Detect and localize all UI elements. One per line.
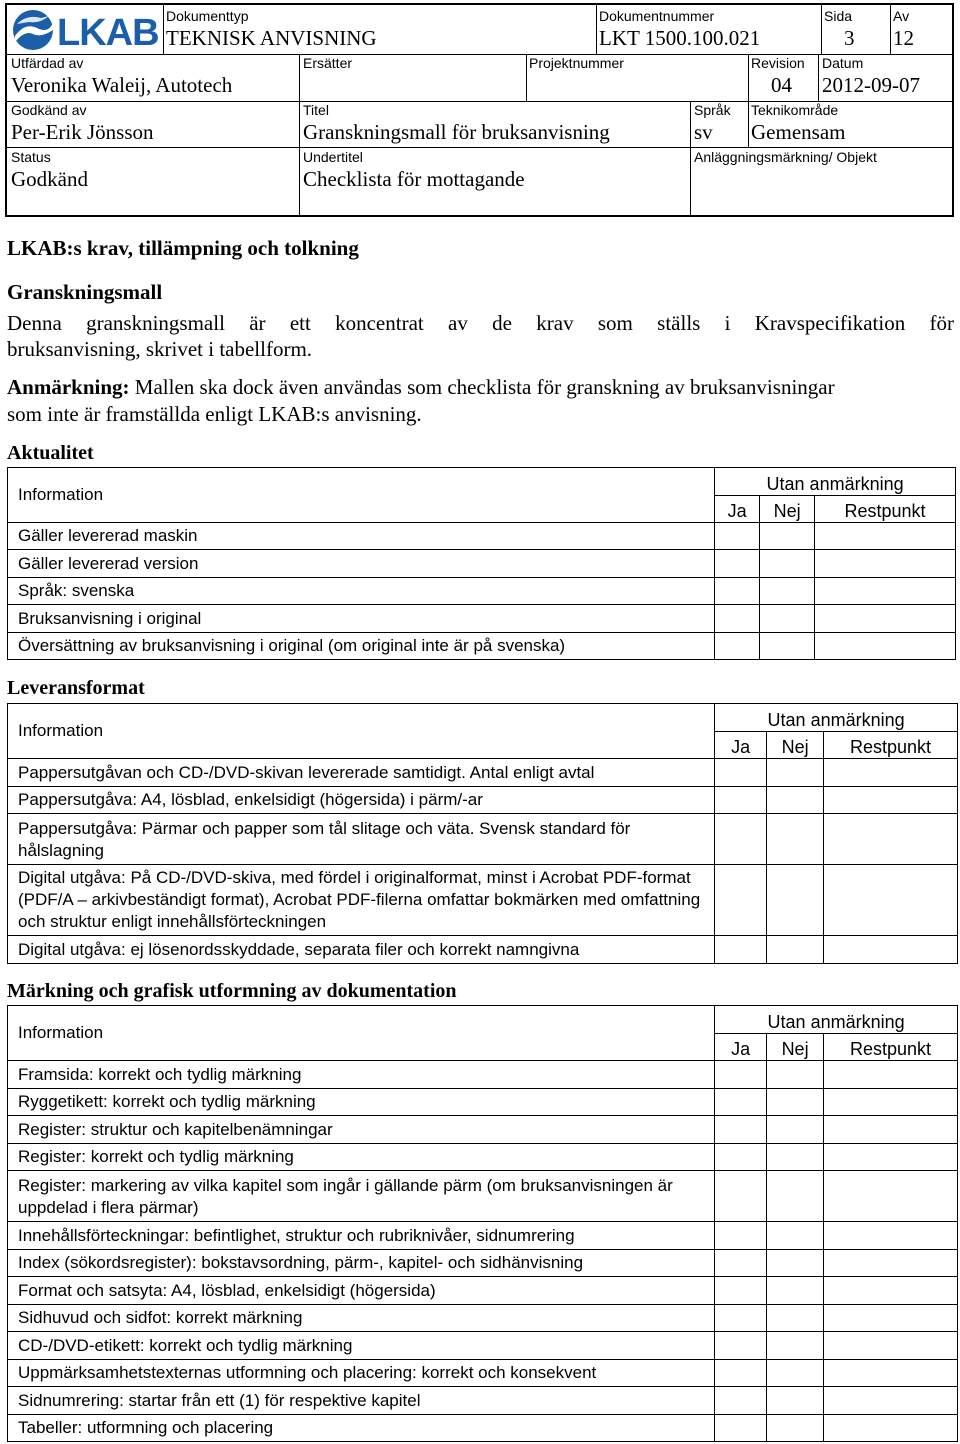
restpunkt-cell[interactable] [815,605,956,633]
restpunkt-cell[interactable] [824,1387,958,1415]
intro-line-1: Denna granskningsmall är ett koncentrat av de krav som ställs i Kravspecifikation för [7,311,954,335]
checklist-item-text: Översättning av bruksanvisning i original (om original inte är på svenska) [8,633,715,660]
checkbox-ja-cell[interactable] [715,1332,767,1360]
replaces-label: Ersätter [303,55,353,71]
checkbox-nej-cell[interactable] [767,1277,824,1305]
table-row [8,1387,958,1415]
restpunkt-cell[interactable] [824,1089,958,1116]
checkbox-nej-cell[interactable] [767,1332,824,1360]
table-row [8,787,958,814]
checkbox-nej-cell[interactable] [767,1171,824,1222]
utan-anmarkning-header: Utan anmärkning [715,468,956,496]
table-title-leveransformat: Leveransformat [7,677,145,699]
restpunkt-cell[interactable] [824,1415,958,1442]
table-row [8,1250,958,1277]
table-row [8,865,958,936]
checkbox-nej-cell[interactable] [760,605,815,633]
utan-anmarkning-header: Utan anmärkning [715,704,958,732]
ja-header: Ja [715,1034,767,1061]
restpunkt-cell[interactable] [815,523,956,550]
doctype-value: TEKNISK ANVISNING [166,26,377,50]
checkbox-nej-cell[interactable] [767,1360,824,1387]
restpunkt-cell[interactable] [824,1250,958,1277]
checklist-item-text: Gäller levererad version [8,550,715,578]
checklist-item-text: Register: struktur och kapitelbenämningar [8,1116,715,1144]
document-header [5,3,954,217]
checklist-item-text: CD-/DVD-etikett: korrekt och tydlig märkning [8,1332,715,1360]
checkbox-ja-cell[interactable] [715,605,760,633]
checklist-item-text: Pappersutgåva: A4, lösblad, enkelsidigt (högersida) i pärm/-ar [8,787,715,814]
restpunkt-cell[interactable] [824,1061,958,1089]
checkbox-nej-cell[interactable] [767,1061,824,1089]
checkbox-nej-cell[interactable] [767,1387,824,1415]
checkbox-ja-cell[interactable] [715,578,760,605]
checkbox-nej-cell[interactable] [767,936,824,964]
note-label: Anmärkning: [7,375,130,399]
checkbox-ja-cell[interactable] [715,1089,767,1116]
nej-header: Nej [767,1034,824,1061]
restpunkt-cell[interactable] [824,1332,958,1360]
nej-header: Nej [767,732,824,759]
table-row [8,1305,958,1332]
utan-anmarkning-header: Utan anmärkning [715,1006,958,1034]
table-row [8,936,958,964]
checkbox-ja-cell[interactable] [715,787,767,814]
checklist-item-text: Digital utgåva: ej lösenordsskyddade, separata filer och korrekt namngivna [8,936,715,964]
checklist-leveransformat [7,703,958,964]
table-row [8,633,956,660]
checklist-item-text: Framsida: korrekt och tydlig märkning [8,1061,715,1089]
restpunkt-cell[interactable] [824,1222,958,1250]
revision-value: 04 [771,73,792,97]
restpunkt-cell[interactable] [815,633,956,660]
checkbox-nej-cell[interactable] [767,1250,824,1277]
restpunkt-cell[interactable] [824,1305,958,1332]
checkbox-nej-cell[interactable] [767,787,824,814]
docnum-label: Dokumentnummer [599,8,715,24]
checklist-item-text: Digital utgåva: På CD-/DVD-skiva, med fördel i originalformat, minst i Acrobat PDF-format (PDF/A – arkivbeständigt format), Acrobat PDF-filerna omfattar bokmärken med omfattning och struktur enligt innehållsförteckningen [8,865,715,936]
checklist-item-text: Index (sökordsregister): bokstavsordning, pärm-, kapitel- och sidhänvisning [8,1250,715,1277]
checkbox-nej-cell[interactable] [767,1116,824,1144]
checkbox-ja-cell[interactable] [715,1144,767,1171]
restpunkt-cell[interactable] [824,814,958,865]
lang-value: sv [694,120,713,144]
docnum-value: LKT 1500.100.021 [599,26,761,50]
intro-line-2: bruksanvisning, skrivet i tabellform. [7,337,313,361]
checkbox-ja-cell[interactable] [715,1222,767,1250]
issued-label: Utfärdad av [11,55,84,71]
table-row [8,1277,958,1305]
checklist-item-text: Pappersutgåvan och CD-/DVD-skivan levererade samtidigt. Antal enligt avtal [8,759,715,787]
logo-text: LKAB [57,12,159,52]
checkbox-ja-cell[interactable] [715,1360,767,1387]
project-label: Projektnummer [529,55,624,71]
page-heading: LKAB:s krav, tillämpning och tolkning [7,236,359,260]
checklist-item-text: Sidhuvud och sidfot: korrekt märkning [8,1305,715,1332]
table-row [8,1144,958,1171]
restpunkt-header: Restpunkt [815,496,956,523]
ja-header: Ja [715,496,760,523]
restpunkt-cell[interactable] [815,578,956,605]
table-row [8,523,956,550]
table-row [8,605,956,633]
approved-value: Per-Erik Jönsson [11,120,154,144]
title-label: Titel [303,102,329,118]
table-row [8,550,956,578]
note-line-1: Mallen ska dock även användas som checklista för granskning av bruksanvisningar [129,375,835,399]
restpunkt-cell[interactable] [824,1277,958,1305]
checklist-item-text: Ryggetikett: korrekt och tydlig märkning [8,1089,715,1116]
checkbox-nej-cell[interactable] [767,1144,824,1171]
checkbox-ja-cell[interactable] [715,633,760,660]
status-label: Status [11,149,51,165]
doctype-label: Dokumenttyp [166,8,249,24]
checklist-item-text: Format och satsyta: A4, lösblad, enkelsidigt (högersida) [8,1277,715,1305]
checkbox-nej-cell[interactable] [760,550,815,578]
checklist-item-text: Tabeller: utformning och placering [8,1415,715,1442]
table-row [8,1089,958,1116]
table-title-aktualitet: Aktualitet [7,442,94,464]
table-row [8,1061,958,1089]
date-label: Datum [822,55,864,71]
checkbox-nej-cell[interactable] [760,523,815,550]
info-header: Information [8,704,715,759]
restpunkt-cell[interactable] [824,759,958,787]
checkbox-nej-cell[interactable] [767,814,824,865]
checkbox-ja-cell[interactable] [715,865,767,936]
subtitle-label: Undertitel [303,149,363,165]
note-paragraph [7,374,954,400]
restpunkt-cell[interactable] [824,936,958,964]
table-row [8,578,956,605]
of-value: 12 [893,26,914,50]
checkbox-nej-cell[interactable] [767,1222,824,1250]
info-header: Information [8,468,715,523]
table-row [8,1171,958,1222]
checklist-item-text: Pappersutgåva: Pärmar och papper som tål slitage och väta. Svensk standard för hålslagning [8,814,715,865]
checkbox-ja-cell[interactable] [715,759,767,787]
checkbox-nej-cell[interactable] [767,1305,824,1332]
table-title-markning: Märkning och grafisk utformning av dokumentation [7,980,457,1002]
checkbox-ja-cell[interactable] [715,1116,767,1144]
checklist-item-text: Register: korrekt och tydlig märkning [8,1144,715,1171]
checkbox-ja-cell[interactable] [715,523,760,550]
info-header: Information [8,1006,715,1061]
restpunkt-cell[interactable] [824,1144,958,1171]
lkab-logo [11,8,161,52]
checkbox-ja-cell[interactable] [715,1277,767,1305]
approved-label: Godkänd av [11,102,87,118]
table-row [8,1222,958,1250]
status-value: Godkänd [11,167,88,191]
checklist-markning [7,1005,958,1442]
table-row [8,759,958,787]
nej-header: Nej [760,496,815,523]
table-row [8,1116,958,1144]
page-label: Sida [824,8,853,24]
subtitle-value: Checklista för mottagande [303,167,525,191]
checkbox-nej-cell[interactable] [760,633,815,660]
restpunkt-cell[interactable] [824,1171,958,1222]
checklist-aktualitet [7,467,956,660]
checkbox-nej-cell[interactable] [760,578,815,605]
restpunkt-header: Restpunkt [824,732,958,759]
checkbox-ja-cell[interactable] [715,814,767,865]
page-value: 3 [844,26,855,50]
checkbox-nej-cell[interactable] [767,1415,824,1442]
lang-label: Språk [694,102,731,118]
plant-label: Anläggningsmärkning/ Objekt [694,149,877,165]
restpunkt-header: Restpunkt [824,1034,958,1061]
checkbox-ja-cell[interactable] [715,1415,767,1442]
restpunkt-cell[interactable] [824,787,958,814]
issued-value: Veronika Waleij, Autotech [11,73,233,97]
checkbox-ja-cell[interactable] [715,936,767,964]
table-row [8,1415,958,1442]
checkbox-nej-cell[interactable] [767,865,824,936]
table-row [8,1332,958,1360]
checklist-item-text: Bruksanvisning i original [8,605,715,633]
title-value: Granskningsmall för bruksanvisning [303,120,610,144]
checkbox-ja-cell[interactable] [715,550,760,578]
checklist-item-text: Innehållsförteckningar: befintlighet, struktur och rubriknivåer, sidnumrering [8,1222,715,1250]
checkbox-nej-cell[interactable] [767,759,824,787]
revision-label: Revision [751,55,805,71]
table-row [8,1360,958,1387]
tech-label: Teknikområde [751,102,839,118]
checklist-item-text: Gäller levererad maskin [8,523,715,550]
checkbox-nej-cell[interactable] [767,1089,824,1116]
checklist-item-text: Språk: svenska [8,578,715,605]
checkbox-ja-cell[interactable] [715,1171,767,1222]
date-value: 2012-09-07 [822,73,920,97]
checklist-item-text: Sidnumrering: startar från ett (1) för respektive kapitel [8,1387,715,1415]
restpunkt-cell[interactable] [824,1360,958,1387]
checklist-item-text: Register: markering av vilka kapitel som ingår i gällande pärm (om bruksanvisningen är uppdelad i flera pärmar) [8,1171,715,1222]
checklist-item-text: Uppmärksamhetstexternas utformning och placering: korrekt och konsekvent [8,1360,715,1387]
note-line-2: som inte är framställda enligt LKAB:s anvisning. [7,402,422,426]
restpunkt-cell[interactable] [824,1116,958,1144]
of-label: Av [893,8,910,24]
table-row [8,814,958,865]
checkbox-ja-cell[interactable] [715,1061,767,1089]
checkbox-ja-cell[interactable] [715,1250,767,1277]
checkbox-ja-cell[interactable] [715,1387,767,1415]
checkbox-ja-cell[interactable] [715,1305,767,1332]
restpunkt-cell[interactable] [824,865,958,936]
tech-value: Gemensam [751,120,846,144]
ja-header: Ja [715,732,767,759]
restpunkt-cell[interactable] [815,550,956,578]
section-title: Granskningsmall [7,280,163,304]
